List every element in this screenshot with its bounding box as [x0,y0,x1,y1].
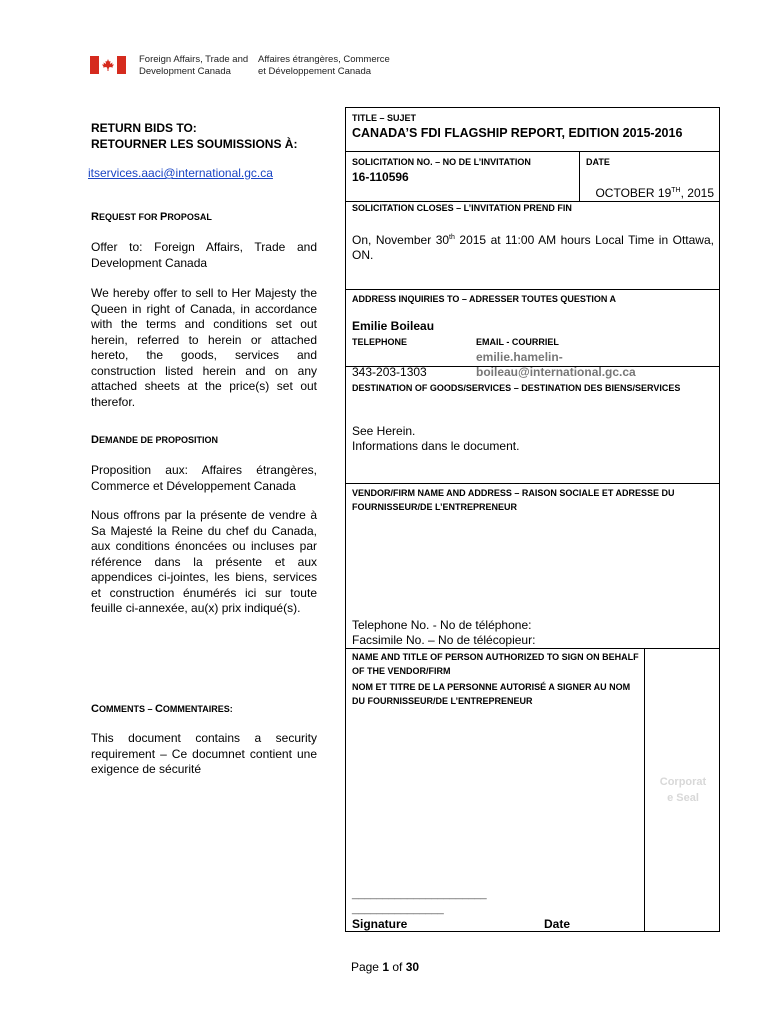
divider [644,648,645,932]
dept-fr-line2: et Développement Canada [258,66,372,77]
vendor-fax: Facsimile No. – No de télécopieur: [352,633,536,647]
dept-en-line1: Foreign Affairs, Trade and [139,54,249,65]
divider [346,483,719,484]
title-label: TITLE – SUJET [352,113,417,123]
email-label: EMAIL - COURRIEL [476,337,559,347]
date-label: DATE [586,157,610,167]
page-number: Page 1 of 30 [350,960,420,974]
proposition-aux-text: Proposition aux: Affaires étrangères, Commerce et Développement Canada [91,463,317,493]
telephone-value: 343-203-1303 [352,365,427,379]
return-bids-heading [91,121,317,152]
corporate-seal-placeholder: Corporat e Seal [659,776,707,804]
department-name-english [139,54,248,78]
inquiries-label: ADDRESS INQUIRIES TO – ADRESSER TOUTES QUESTION A [352,294,617,304]
vendor-phone: Telephone No. - No de téléphone: [352,618,532,632]
contact-name: Emilie Boileau [352,319,435,333]
date-sign-label: Date [544,917,571,931]
authorized-label-en: NAME AND TITLE OF PERSON AUTHORIZED TO SIGN ON BEHALF OF THE VENDOR/FIRM [352,652,639,676]
vendor-label: VENDOR/FIRM NAME AND ADDRESS – RAISON SOCIALE ET ADRESSE DU FOURNISSEUR/DE L’ENTREPRENEUR [352,488,675,512]
comments-heading: COMMENTS – COMMENTAIRES: [91,703,233,715]
return-bids-fr: RETOURNER LES SOUMISSIONS À: [91,136,298,151]
date-value: OCTOBER 19TH, 2015 [595,186,714,200]
destination-label: DESTINATION OF GOODS/SERVICES – DESTINATION DES BIENS/SERVICES [352,383,681,393]
signature-line: _______________ [352,903,444,915]
department-name-french [258,54,390,78]
closes-value: On, November 30th 2015 at 11:00 AM hours Local Time in Ottawa, ON. [352,233,714,262]
title-value: CANADA’S FDI FLAGSHIP REPORT, EDITION 2015-2016 [352,126,683,140]
signature-line: ______________________ [352,888,487,900]
divider [346,151,719,152]
return-bids-en: RETURN BIDS TO: [91,121,197,135]
closes-label: SOLICITATION CLOSES – L’INVITATION PREND FIN [352,203,572,213]
return-email[interactable]: itservices.aaci@international.gc.ca [88,166,273,180]
dept-fr-line1: Affaires étrangères, Commerce [258,54,390,65]
offer-to-text: Offer to: Foreign Affairs, Trade and Development Canada [91,240,317,270]
return-email-link[interactable] [88,166,317,182]
solicitation-label: SOLICITATION NO. – NO DE L’INVITATION [352,157,531,167]
divider [579,151,580,201]
telephone-label: TELEPHONE [352,337,408,347]
bid-form [345,107,720,932]
demande-heading: DEMANDE DE PROPOSITION [91,434,218,446]
contact-email[interactable]: emilie.hamelin- boileau@international.gc.ca [476,350,636,379]
destination-value: See Herein. Informations dans le document. [352,424,520,453]
comments-text: This document contains a security requirement – Ce documnet contient une exigence de sécurité [91,731,317,776]
dept-en-line2: Development Canada [139,66,231,77]
canada-flag-icon [90,56,126,74]
signature-label: Signature [352,917,408,931]
divider [346,289,719,290]
offer-text: We hereby offer to sell to Her Majesty the Queen in right of Canada, in accordance with the terms and conditions set out herein, referred to herein or attached hereto, the goods, services and construction listed herein and on any attached sheets at the price(s) set out therefor. [91,286,317,409]
nous-offrons-text: Nous offrons par la présente de vendre à Sa Majesté la Reine du chef du Canada, aux conditions énoncées ou incluses par référence dans la présente et aux appendices ci-jointes, les biens, services et construction énumérés ici sur toute feuille ci-annexée, au(x) prix indiqué(s). [91,508,317,615]
rfp-heading: REQUEST FOR PROPOSAL [91,211,212,223]
divider [346,648,719,649]
authorized-label-fr: NOM ET TITRE DE LA PERSONNE AUTORISÉ A SIGNER AU NOM DU FOURNISSEUR/DE L’ENTREPRENEUR [352,682,631,706]
solicitation-value: 16-110596 [352,170,409,184]
